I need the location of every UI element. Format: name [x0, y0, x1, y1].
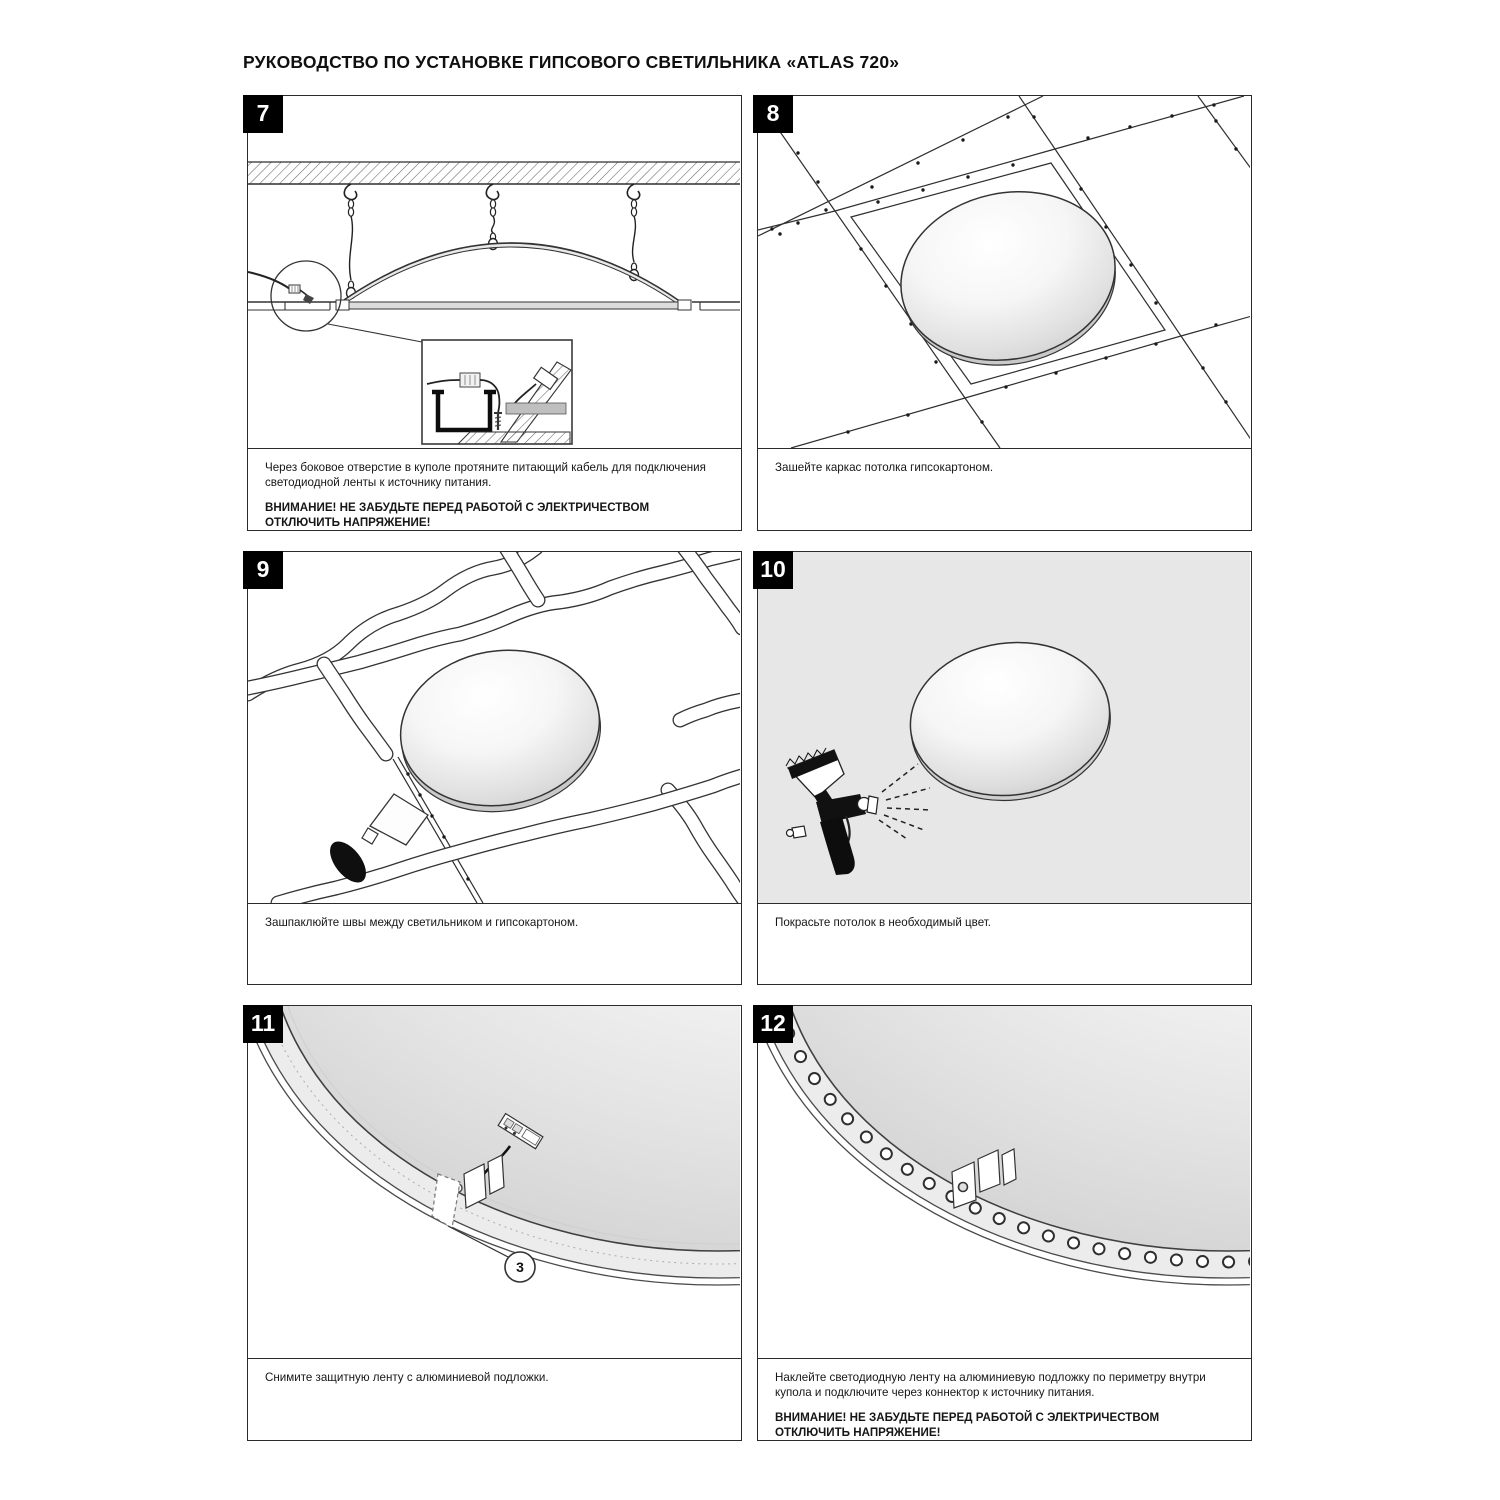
- detail-inset: [422, 340, 572, 444]
- caption-text: Зашпаклюйте швы между светильником и гипсокартоном.: [265, 916, 579, 929]
- hanger-hook-icon: [627, 184, 639, 281]
- dome-cross-section: [336, 243, 691, 310]
- step-panel-10: [757, 551, 1252, 985]
- step-9-illustration: [248, 552, 741, 903]
- step-11-illustration: [248, 1006, 741, 1358]
- step-number-badge: 10: [753, 551, 793, 589]
- page-title: РУКОВОДСТВО ПО УСТАНОВКЕ ГИПСОВОГО СВЕТИЛЬНИКА «ATLAS 720»: [243, 52, 900, 72]
- warning-text: ВНИМАНИЕ! НЕ ЗАБУДЬТЕ ПЕРЕД РАБОТОЙ С ЭЛЕКТРИЧЕСТВОМ ОТКЛЮЧИТЬ НАПРЯЖЕНИЕ!: [775, 1410, 1160, 1439]
- caption-text: Зашейте каркас потолка гипсокартоном.: [775, 461, 994, 474]
- step-caption: [758, 1358, 1251, 1448]
- step-number-badge: 11: [243, 1005, 283, 1043]
- dome: [885, 172, 1132, 384]
- step-7-illustration: [248, 96, 741, 448]
- step-panel-11: [247, 1005, 742, 1441]
- step-caption: [248, 903, 741, 938]
- caption-text: Через боковое отверстие в куполе протяните питающий кабель для подключения светодиодной ленты к источнику питания.: [265, 461, 706, 490]
- step-number-badge: 12: [753, 1005, 793, 1043]
- step-caption: [248, 1358, 741, 1393]
- step-number-badge: 8: [753, 95, 793, 133]
- structural-ceiling-slab: [248, 162, 740, 184]
- step-panel-8: [757, 95, 1252, 531]
- caption-text: Покрасьте потолок в необходимый цвет.: [775, 916, 992, 929]
- step-8-illustration: [758, 96, 1251, 448]
- step-12-illustration: [758, 1006, 1251, 1358]
- step-number-badge: 9: [243, 551, 283, 589]
- step-panel-9: [247, 551, 742, 985]
- callout-label: 3: [516, 1259, 524, 1275]
- step-panel-7: [247, 95, 742, 531]
- step-number-badge: 7: [243, 95, 283, 133]
- step-caption: [758, 448, 1251, 483]
- caption-text: Наклейте светодиодную ленту на алюминиевую подложку по периметру внутри купола и подключите через коннектор к источнику питания.: [775, 1371, 1206, 1400]
- step-caption: [758, 903, 1251, 938]
- step-10-illustration: [758, 552, 1251, 903]
- caption-text: Снимите защитную ленту с алюминиевой подложки.: [265, 1371, 549, 1384]
- step-panel-12: [757, 1005, 1252, 1441]
- hanger-hook-icon: [486, 184, 498, 250]
- hanger-hook-icon: [344, 184, 356, 299]
- step-caption: [248, 448, 741, 538]
- warning-text: ВНИМАНИЕ! НЕ ЗАБУДЬТЕ ПЕРЕД РАБОТОЙ С ЭЛЕКТРИЧЕСТВОМ ОТКЛЮЧИТЬ НАПРЯЖЕНИЕ!: [265, 500, 650, 529]
